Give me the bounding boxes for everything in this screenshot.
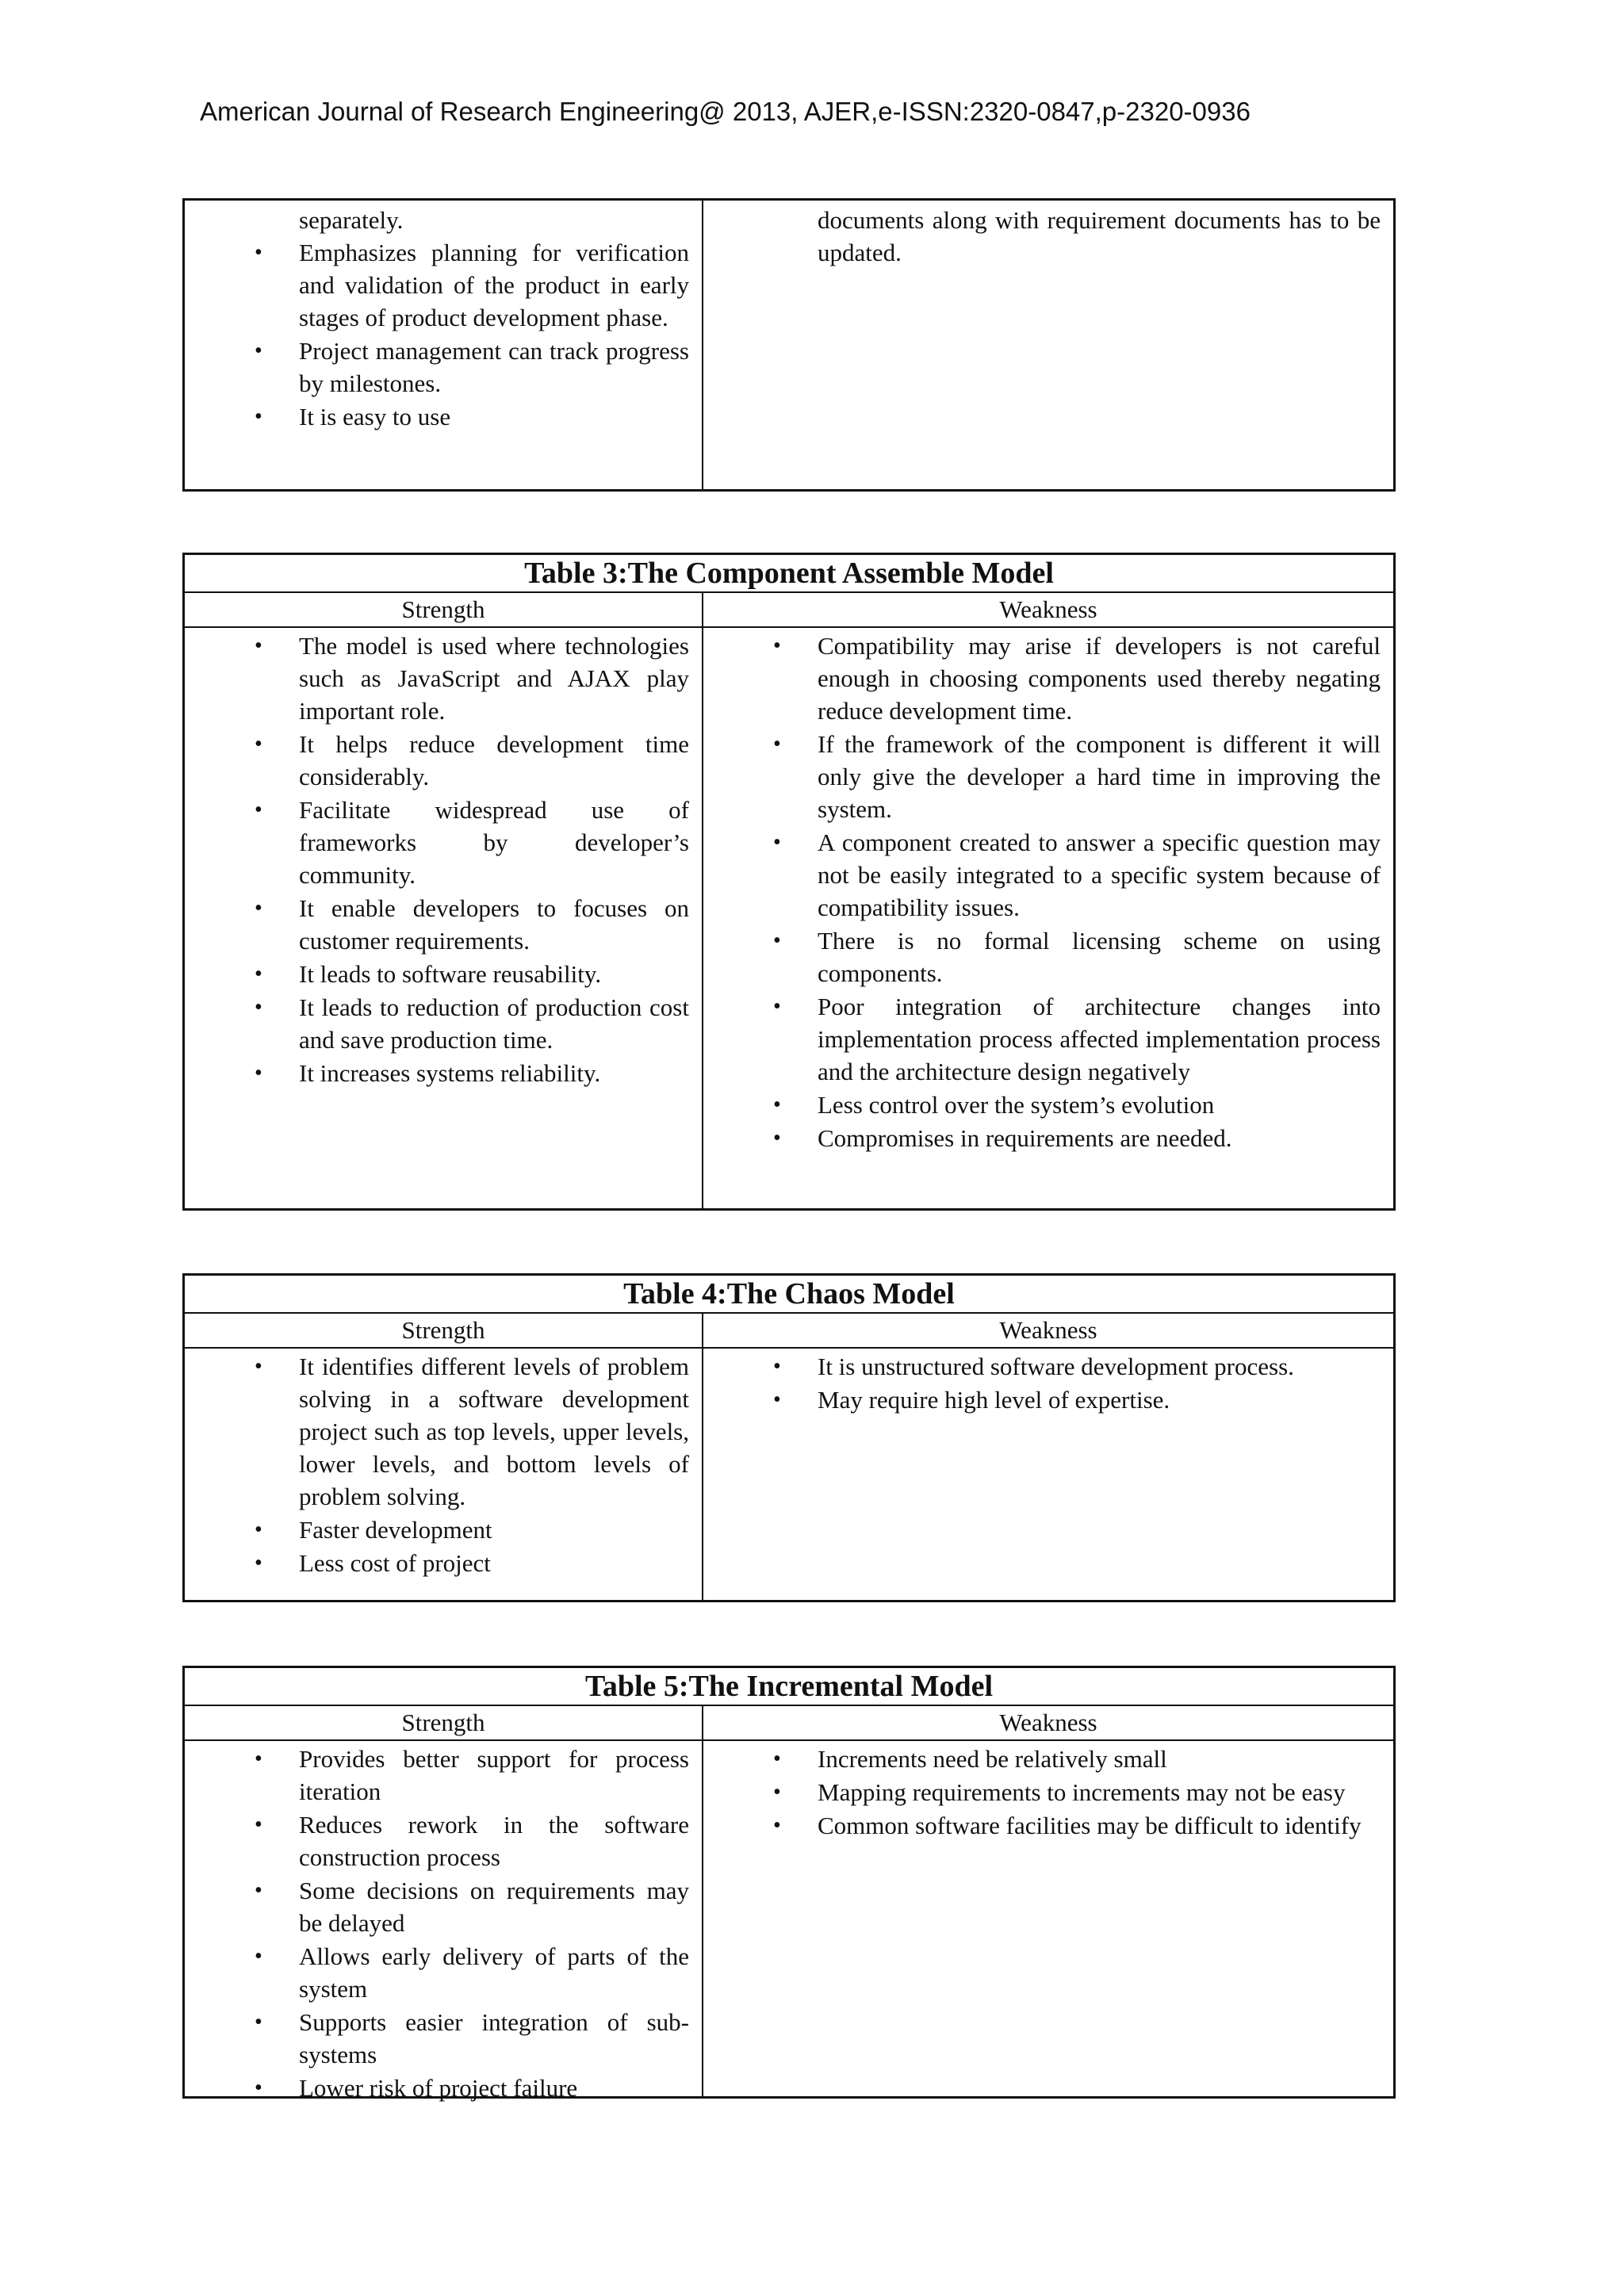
bullet-icon: • — [773, 1813, 781, 1838]
bullet-icon: • — [255, 798, 262, 822]
bullet-icon: • — [255, 2076, 262, 2100]
table-3 — [182, 553, 1396, 1211]
bullet-icon: • — [255, 1812, 262, 1837]
list-item — [185, 400, 689, 433]
list-item — [185, 2006, 689, 2071]
list-item — [703, 1350, 1381, 1383]
strength-list — [185, 236, 689, 433]
list-item — [703, 1089, 1381, 1121]
list-item — [185, 1743, 689, 1808]
list-item — [185, 236, 689, 334]
list-item — [185, 794, 689, 891]
weakness-header: Weakness — [999, 595, 1097, 623]
list-item-text: It is easy to use — [299, 403, 451, 430]
strength-list — [185, 1350, 689, 1579]
bullet-icon: • — [255, 404, 262, 429]
list-item-text: The model is used where technologies such as JavaScript and AJAX play important role. — [299, 632, 689, 725]
list-item-text: It leads to reduction of production cost and save production time. — [299, 993, 689, 1054]
list-item-text: It is unstructured software development process. — [818, 1353, 1294, 1380]
list-item-text: Increments need be relatively small — [818, 1745, 1167, 1773]
list-item-text: A component created to answer a specific question may not be easily integrated to a specific system because of compatibility issues. — [818, 828, 1381, 921]
list-item — [185, 1513, 689, 1546]
list-item-text: Reduces rework in the software construction process — [299, 1811, 689, 1871]
bullet-icon: • — [255, 995, 262, 1020]
strength-header: Strength — [185, 593, 703, 626]
table-title: Table 4:The Chaos Model — [185, 1276, 1393, 1314]
weakness-column — [703, 628, 1393, 1208]
strength-header: Strength — [185, 1706, 703, 1739]
list-item-text: It helps reduce development time considerably. — [299, 730, 689, 790]
bullet-icon: • — [255, 1551, 262, 1575]
list-item-text: It increases systems reliability. — [299, 1059, 601, 1087]
list-item — [185, 629, 689, 727]
list-item — [185, 2072, 689, 2104]
list-item — [703, 990, 1381, 1088]
weakness-column — [703, 1349, 1393, 1600]
list-item — [703, 826, 1381, 924]
list-item-text: Mapping requirements to increments may not be easy — [818, 1778, 1346, 1806]
list-item — [185, 1057, 689, 1089]
bullet-icon: • — [255, 633, 262, 658]
list-item-text: If the framework of the component is different it will only give the developer a hard time in improving the system. — [818, 730, 1381, 823]
table-2-strength-column — [185, 201, 703, 489]
list-item-text: Compatibility may arise if developers is not careful enough in choosing components used thereby negating reduce development time. — [818, 632, 1381, 725]
list-item — [703, 1776, 1381, 1808]
list-item — [185, 1874, 689, 1939]
bullet-icon: • — [255, 2010, 262, 2034]
list-item-text: It identifies different levels of problem solving in a software development project such as top levels, upper levels, lower levels, and bottom levels of problem solving. — [299, 1353, 689, 1510]
list-item-text: It enable developers to focuses on customer requirements. — [299, 894, 689, 955]
list-item-text: Poor integration of architecture changes into implementation process affected implementation process and the architecture design negatively — [818, 993, 1381, 1085]
list-item — [185, 728, 689, 793]
strength-fragment: separately. — [299, 206, 404, 234]
bullet-icon: • — [773, 732, 781, 756]
list-item-text: It leads to software reusability. — [299, 960, 602, 988]
strength-column — [185, 628, 703, 1208]
bullet-icon: • — [255, 1747, 262, 1771]
table-4 — [182, 1273, 1396, 1602]
list-item — [185, 1808, 689, 1873]
list-item — [185, 958, 689, 990]
list-item — [703, 1383, 1381, 1416]
journal-header: American Journal of Research Engineering@ 2013, AJER,e-ISSN:2320-0847,p-2320-0936 — [200, 97, 1251, 126]
bullet-icon: • — [255, 339, 262, 363]
bullet-icon: • — [773, 1354, 781, 1379]
list-item-text: Less control over the system’s evolution — [818, 1091, 1215, 1119]
list-item-text: There is no formal licensing scheme on using components. — [818, 927, 1381, 987]
bullet-icon: • — [255, 962, 262, 986]
bullet-icon: • — [255, 240, 262, 265]
list-item-text: Emphasizes planning for verification and validation of the product in early stages of product development phase. — [299, 239, 689, 331]
strength-column — [185, 1741, 703, 2102]
bullet-icon: • — [255, 1878, 262, 1903]
bullet-icon: • — [773, 1093, 781, 1117]
bullet-icon: • — [773, 1747, 781, 1771]
strength-list — [185, 629, 689, 1089]
list-item — [703, 1809, 1381, 1842]
table-title: Table 3:The Component Assemble Model — [185, 555, 1393, 593]
list-item-text: Lower risk of project failure — [299, 2074, 578, 2102]
table-2-continuation — [182, 198, 1396, 492]
bullet-icon: • — [255, 1061, 262, 1085]
list-item — [185, 1350, 689, 1513]
list-item-text: Compromises in requirements are needed. — [818, 1124, 1232, 1152]
bullet-icon: • — [773, 830, 781, 855]
list-item — [185, 991, 689, 1056]
strength-list — [185, 1743, 689, 2104]
list-item-text: Common software facilities may be difficult to identify — [818, 1812, 1362, 1839]
list-item-text: May require high level of expertise. — [818, 1386, 1170, 1414]
bullet-icon: • — [773, 928, 781, 953]
bullet-icon: • — [773, 1780, 781, 1804]
list-item-text: Some decisions on requirements may be delayed — [299, 1877, 689, 1937]
table-title: Table 5:The Incremental Model — [185, 1668, 1393, 1706]
list-item-text: Supports easier integration of sub-systems — [299, 2008, 689, 2068]
list-item-text: Faster development — [299, 1516, 492, 1544]
bullet-icon: • — [255, 1354, 262, 1379]
weakness-fragment-text: documents along with requirement documents has to be updated. — [818, 206, 1381, 266]
list-item — [703, 924, 1381, 989]
list-item — [703, 629, 1381, 727]
list-item-text: Project management can track progress by milestones. — [299, 337, 689, 397]
bullet-icon: • — [255, 1944, 262, 1969]
list-item — [185, 1547, 689, 1579]
list-item — [703, 1743, 1381, 1775]
table-5 — [182, 1666, 1396, 2102]
bullet-icon: • — [773, 994, 781, 1019]
bullet-icon: • — [255, 896, 262, 920]
table-header-row — [185, 593, 1393, 628]
list-item — [703, 1122, 1381, 1154]
bullet-icon: • — [773, 1387, 781, 1412]
table-header-row — [185, 1314, 1393, 1349]
bullet-icon: • — [773, 633, 781, 658]
list-item-text: Provides better support for process iteration — [299, 1745, 689, 1805]
list-item-text: Allows early delivery of parts of the system — [299, 1942, 689, 2003]
table-header-row — [185, 1706, 1393, 1741]
bullet-icon: • — [773, 1126, 781, 1150]
list-item — [185, 335, 689, 400]
weakness-header: Weakness — [999, 1709, 1097, 1736]
bullet-icon: • — [255, 732, 262, 756]
strength-header: Strength — [185, 1314, 703, 1347]
bullet-icon: • — [255, 1517, 262, 1542]
list-item — [185, 892, 689, 957]
list-item — [185, 1940, 689, 2005]
weakness-column — [703, 1741, 1393, 2096]
strength-column — [185, 1349, 703, 1600]
weakness-header: Weakness — [999, 1316, 1097, 1344]
weakness-list — [703, 1743, 1381, 1842]
weakness-list — [703, 629, 1381, 1154]
list-item — [703, 728, 1381, 825]
list-item-text: Less cost of project — [299, 1549, 491, 1577]
weakness-list — [703, 1350, 1381, 1416]
table-2-weakness-column — [703, 201, 1393, 489]
list-item-text: Facilitate widespread use of frameworks by developer’s community. — [299, 796, 689, 889]
